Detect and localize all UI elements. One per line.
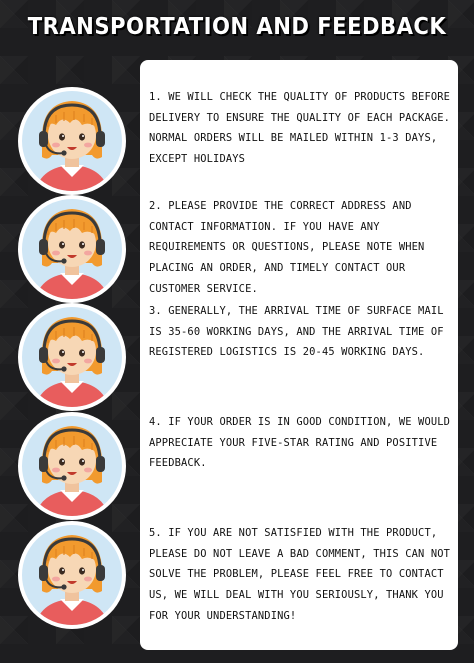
customer-service-agent-icon — [16, 85, 128, 197]
info-item-4: 4. IF YOUR ORDER IS IN GOOD CONDITION, WE WOULD APPRECIATE YOUR FIVE-STAR RATING AND POSITIVE FEEDBACK. — [149, 416, 451, 470]
customer-service-agent-icon — [16, 410, 128, 522]
customer-service-agent-icon — [16, 519, 128, 631]
customer-service-agent-icon — [16, 193, 128, 305]
page-title: TRANSPORTATION AND FEEDBACK — [27, 14, 447, 40]
customer-service-agent-icon — [16, 301, 128, 413]
info-item-1: 1. WE WILL CHECK THE QUALITY OF PRODUCTS BEFORE DELIVERY TO ENSURE THE QUALITY OF EACH PACKAGE. NORMAL ORDERS WILL BE MAILED WITHIN 1-3 DAYS, EXCEPT HOLIDAYS — [149, 91, 451, 166]
info-item-2: 2. PLEASE PROVIDE THE CORRECT ADDRESS AND CONTACT INFORMATION. IF YOU HAVE ANY REQUIREMENTS OR QUESTIONS, PLEASE NOTE WHEN PLACING AN ORDER, AND TIMELY CONTACT OUR CUSTOMER SERVICE. — [149, 200, 425, 295]
info-item-3: 3. GENERALLY, THE ARRIVAL TIME OF SURFACE MAIL IS 35-60 WORKING DAYS, AND THE ARRIVAL TIME OF REGISTERED LOGISTICS IS 20-45 WORKING DAYS. — [149, 305, 444, 359]
info-item-5: 5. IF YOU ARE NOT SATISFIED WITH THE PRODUCT, PLEASE DO NOT LEAVE A BAD COMMENT, THIS CAN NOT SOLVE THE PROBLEM, PLEASE FEEL FREE TO CONTACT US, WE WILL DEAL WITH YOU SERIOUSLY, THANK YOU FOR YOUR UNDERSTANDING! — [149, 527, 451, 622]
